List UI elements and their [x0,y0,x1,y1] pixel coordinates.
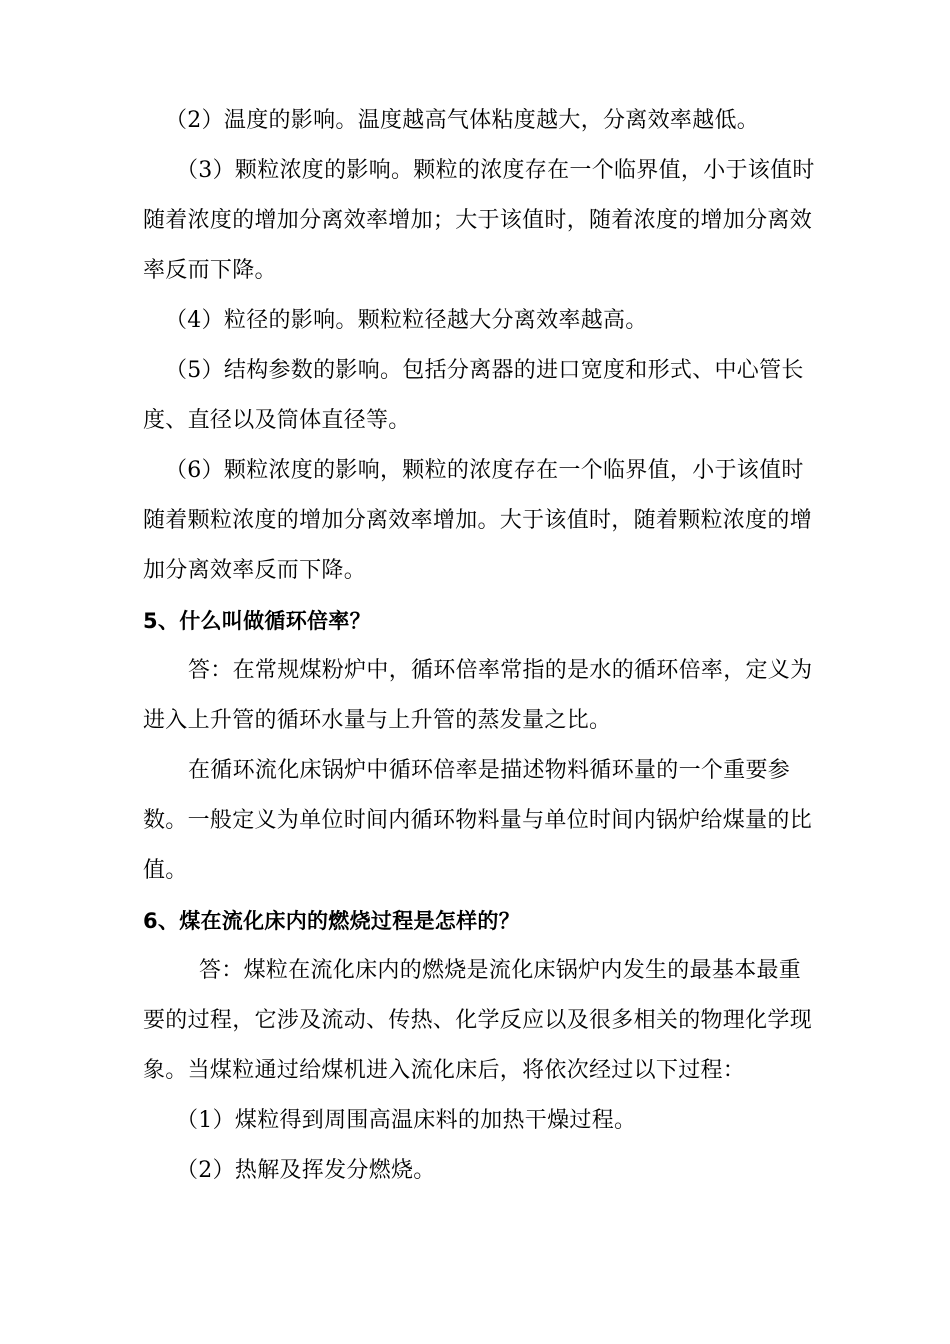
paragraph-line: （5）结构参数的影响。包括分离器的进口宽度和形式、中心管长 [165,358,804,383]
paragraph-line: （1）煤粒得到周围高温床料的加热干燥过程。 [176,1108,637,1133]
section-heading: 6、煤在流化床内的燃烧过程是怎样的？ [143,909,521,933]
paragraph-line: 要的过程，它涉及流动、传热、化学反应以及很多相关的物理化学现 [143,1008,813,1033]
paragraph-line: （3）颗粒浓度的影响。颗粒的浓度存在一个临界值，小于该值时 [176,158,815,183]
paragraph-line: 答：在常规煤粉炉中，循环倍率常指的是水的循环倍率，定义为 [188,658,813,683]
paragraph-line: 数。一般定义为单位时间内循环物料量与单位时间内锅炉给煤量的比 [143,808,813,833]
paragraph-line: （2）温度的影响。温度越高气体粘度越大，分离效率越低。 [165,108,760,133]
paragraph-line: 在循环流化床锅炉中循环倍率是描述物料循环量的一个重要参 [188,758,791,783]
paragraph-line: 值。 [143,858,188,883]
paragraph-line: 象。当煤粒通过给煤机进入流化床后，将依次经过以下过程： [143,1058,746,1083]
paragraph-line: 度、直径以及筒体直径等。 [143,408,411,433]
paragraph-line: 率反而下降。 [143,258,277,283]
paragraph-line: 答：煤粒在流化床内的燃烧是流化床锅炉内发生的最基本最重 [199,958,802,983]
section-heading: 5、什么叫做循环倍率？ [143,609,371,633]
paragraph-line: （6）颗粒浓度的影响，颗粒的浓度存在一个临界值，小于该值时 [165,458,804,483]
paragraph-line: （2）热解及挥发分燃烧。 [176,1158,436,1183]
paragraph-line: 随着颗粒浓度的增加分离效率增加。大于该值时，随着颗粒浓度的增 [143,508,813,533]
paragraph-line: 加分离效率反而下降。 [143,558,367,583]
paragraph-line: 进入上升管的循环水量与上升管的蒸发量之比。 [143,708,612,733]
paragraph-line: 随着浓度的增加分离效率增加；大于该值时，随着浓度的增加分离效 [143,208,813,233]
paragraph-line: （4）粒径的影响。颗粒粒径越大分离效率越高。 [165,308,648,333]
